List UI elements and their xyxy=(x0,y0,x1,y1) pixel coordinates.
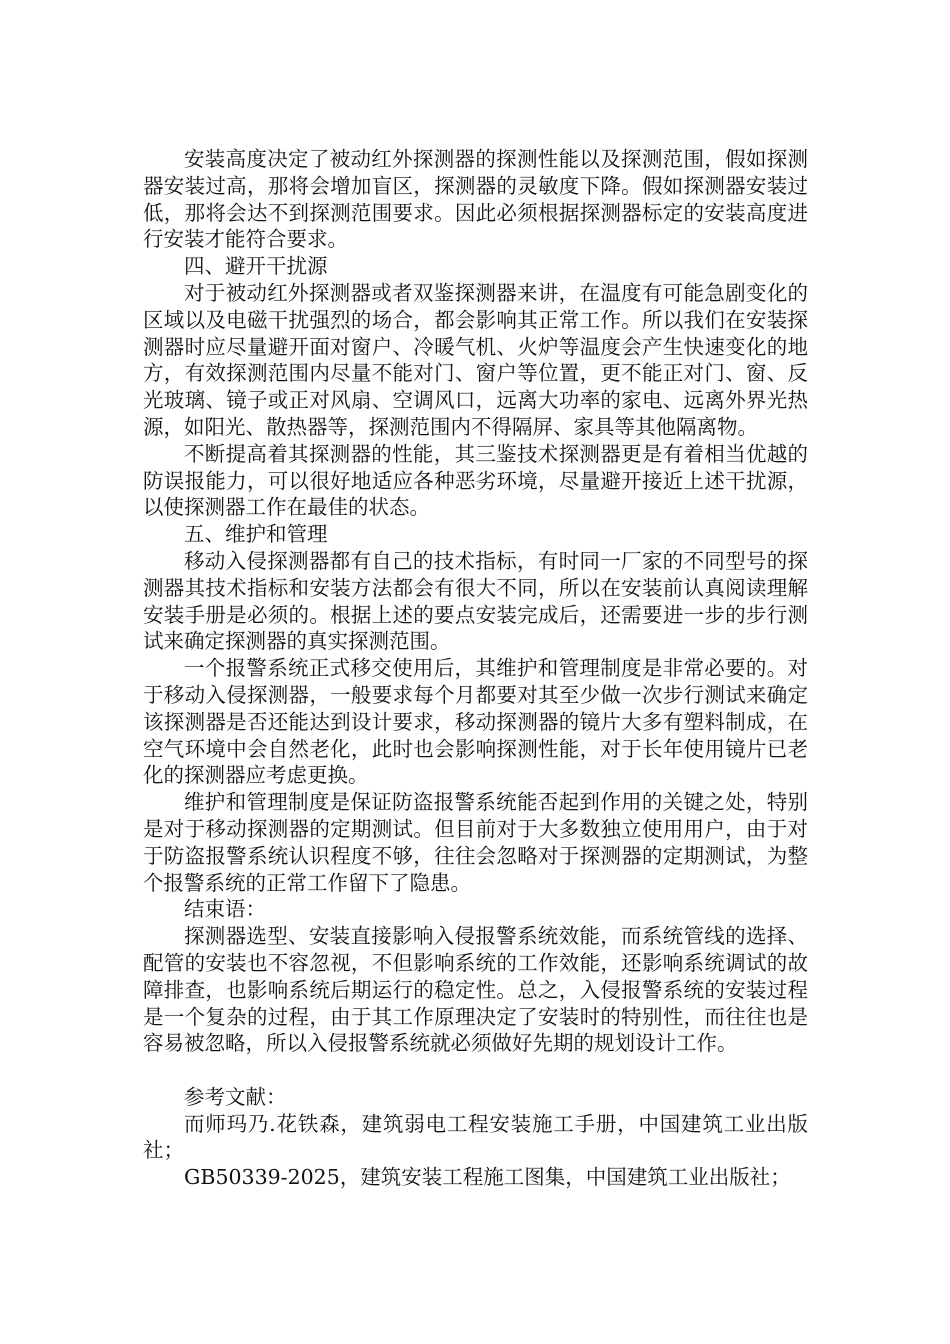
paragraph-interference-sources: 对于被动红外探测器或者双鉴探测器来讲，在温度有可能急剧变化的区域以及电磁干扰强烈的场合，都会影响其正常工作。所以我们在安装探测器时应尽量避开面对窗户、冷暖气机、火炉等温度会产生快速变化的地方，有效探测范围内尽量不能对门、窗户等位置，更不能正对门、窗、反光玻璃、镜子或正对风扇、空调风口，远离大功率的家电、远离外界光热源，如阳光、散热器等，探测范围内不得隔屏、家具等其他隔离物。 xyxy=(143,280,808,439)
paragraph-install-height: 安装高度决定了被动红外探测器的探测性能以及探测范围，假如探测器安装过高，那将会增加盲区，探测器的灵敏度下降。假如探测器安装过低，那将会达不到探测范围要求。因此必须根据探测器标定的安装高度进行安装才能符合要求。 xyxy=(143,147,808,252)
paragraph-conclusion: 探测器选型、安装直接影响入侵报警系统效能，而系统管线的选择、配管的安装也不容忽视，不但影响系统的工作效能，还影响系统调试的故障排查，也影响系统后期运行的稳定性。总之，入侵报警系统的安装过程是一个复杂的过程，由于其工作原理决定了安装时的特别性，而往往也是容易被忽略，所以入侵报警系统就必须做好先期的规划设计工作。 xyxy=(143,924,808,1056)
paragraph-technical-specs: 移动入侵探测器都有自己的技术指标，有时同一厂家的不同型号的探测器其技术指标和安装方法都会有很大不同，所以在安装前认真阅读理解安装手册是必须的。根据上述的要点安装完成后，还需要进一步的步行测试来确定探测器的真实探测范围。 xyxy=(143,548,808,654)
reference-item: 而师玛乃.花铁森，建筑弱电工程安装施工手册，中国建筑工业出版社； xyxy=(143,1111,808,1163)
reference-item: GB50339-2025，建筑安装工程施工图集，中国建筑工业出版社； xyxy=(184,1165,791,1190)
document-body xyxy=(143,146,808,1191)
paragraph-maintenance-system: 维护和管理制度是保证防盗报警系统能否起到作用的关键之处，特别是对于移动探测器的定期测试。但目前对于大多数独立使用用户，由于对于防盗报警系统认识程度不够，往往会忽略对于探测器的定期测试，为整个报警系统的正常工作留下了隐患。 xyxy=(143,790,808,895)
section-heading-avoid-interference: 四、避开干扰源 xyxy=(184,254,328,279)
paragraph-walk-test: 一个报警系统正式移交使用后，其维护和管理制度是非常必要的。对于移动入侵探测器，一般要求每个月都要对其至少做一次步行测试来确定该探测器是否还能达到设计要求，移动探测器的镜片大多有塑料制成，在空气环境中会自然老化，此时也会影响探测性能，对于长年使用镜片已老化的探测器应考虑更换。 xyxy=(143,656,808,788)
blank-line xyxy=(143,1057,808,1084)
paragraph-triple-tech-detector: 不断提高着其探测器的性能，其三鉴技术探测器更是有着相当优越的防误报能力，可以很好地适应各种恶劣环境，尽量避开接近上述干扰源，以使探测器工作在最佳的状态。 xyxy=(143,441,808,520)
references-heading: 参考文献： xyxy=(184,1084,287,1109)
section-heading-maintenance: 五、维护和管理 xyxy=(184,522,328,547)
section-heading-conclusion: 结束语： xyxy=(184,897,266,922)
